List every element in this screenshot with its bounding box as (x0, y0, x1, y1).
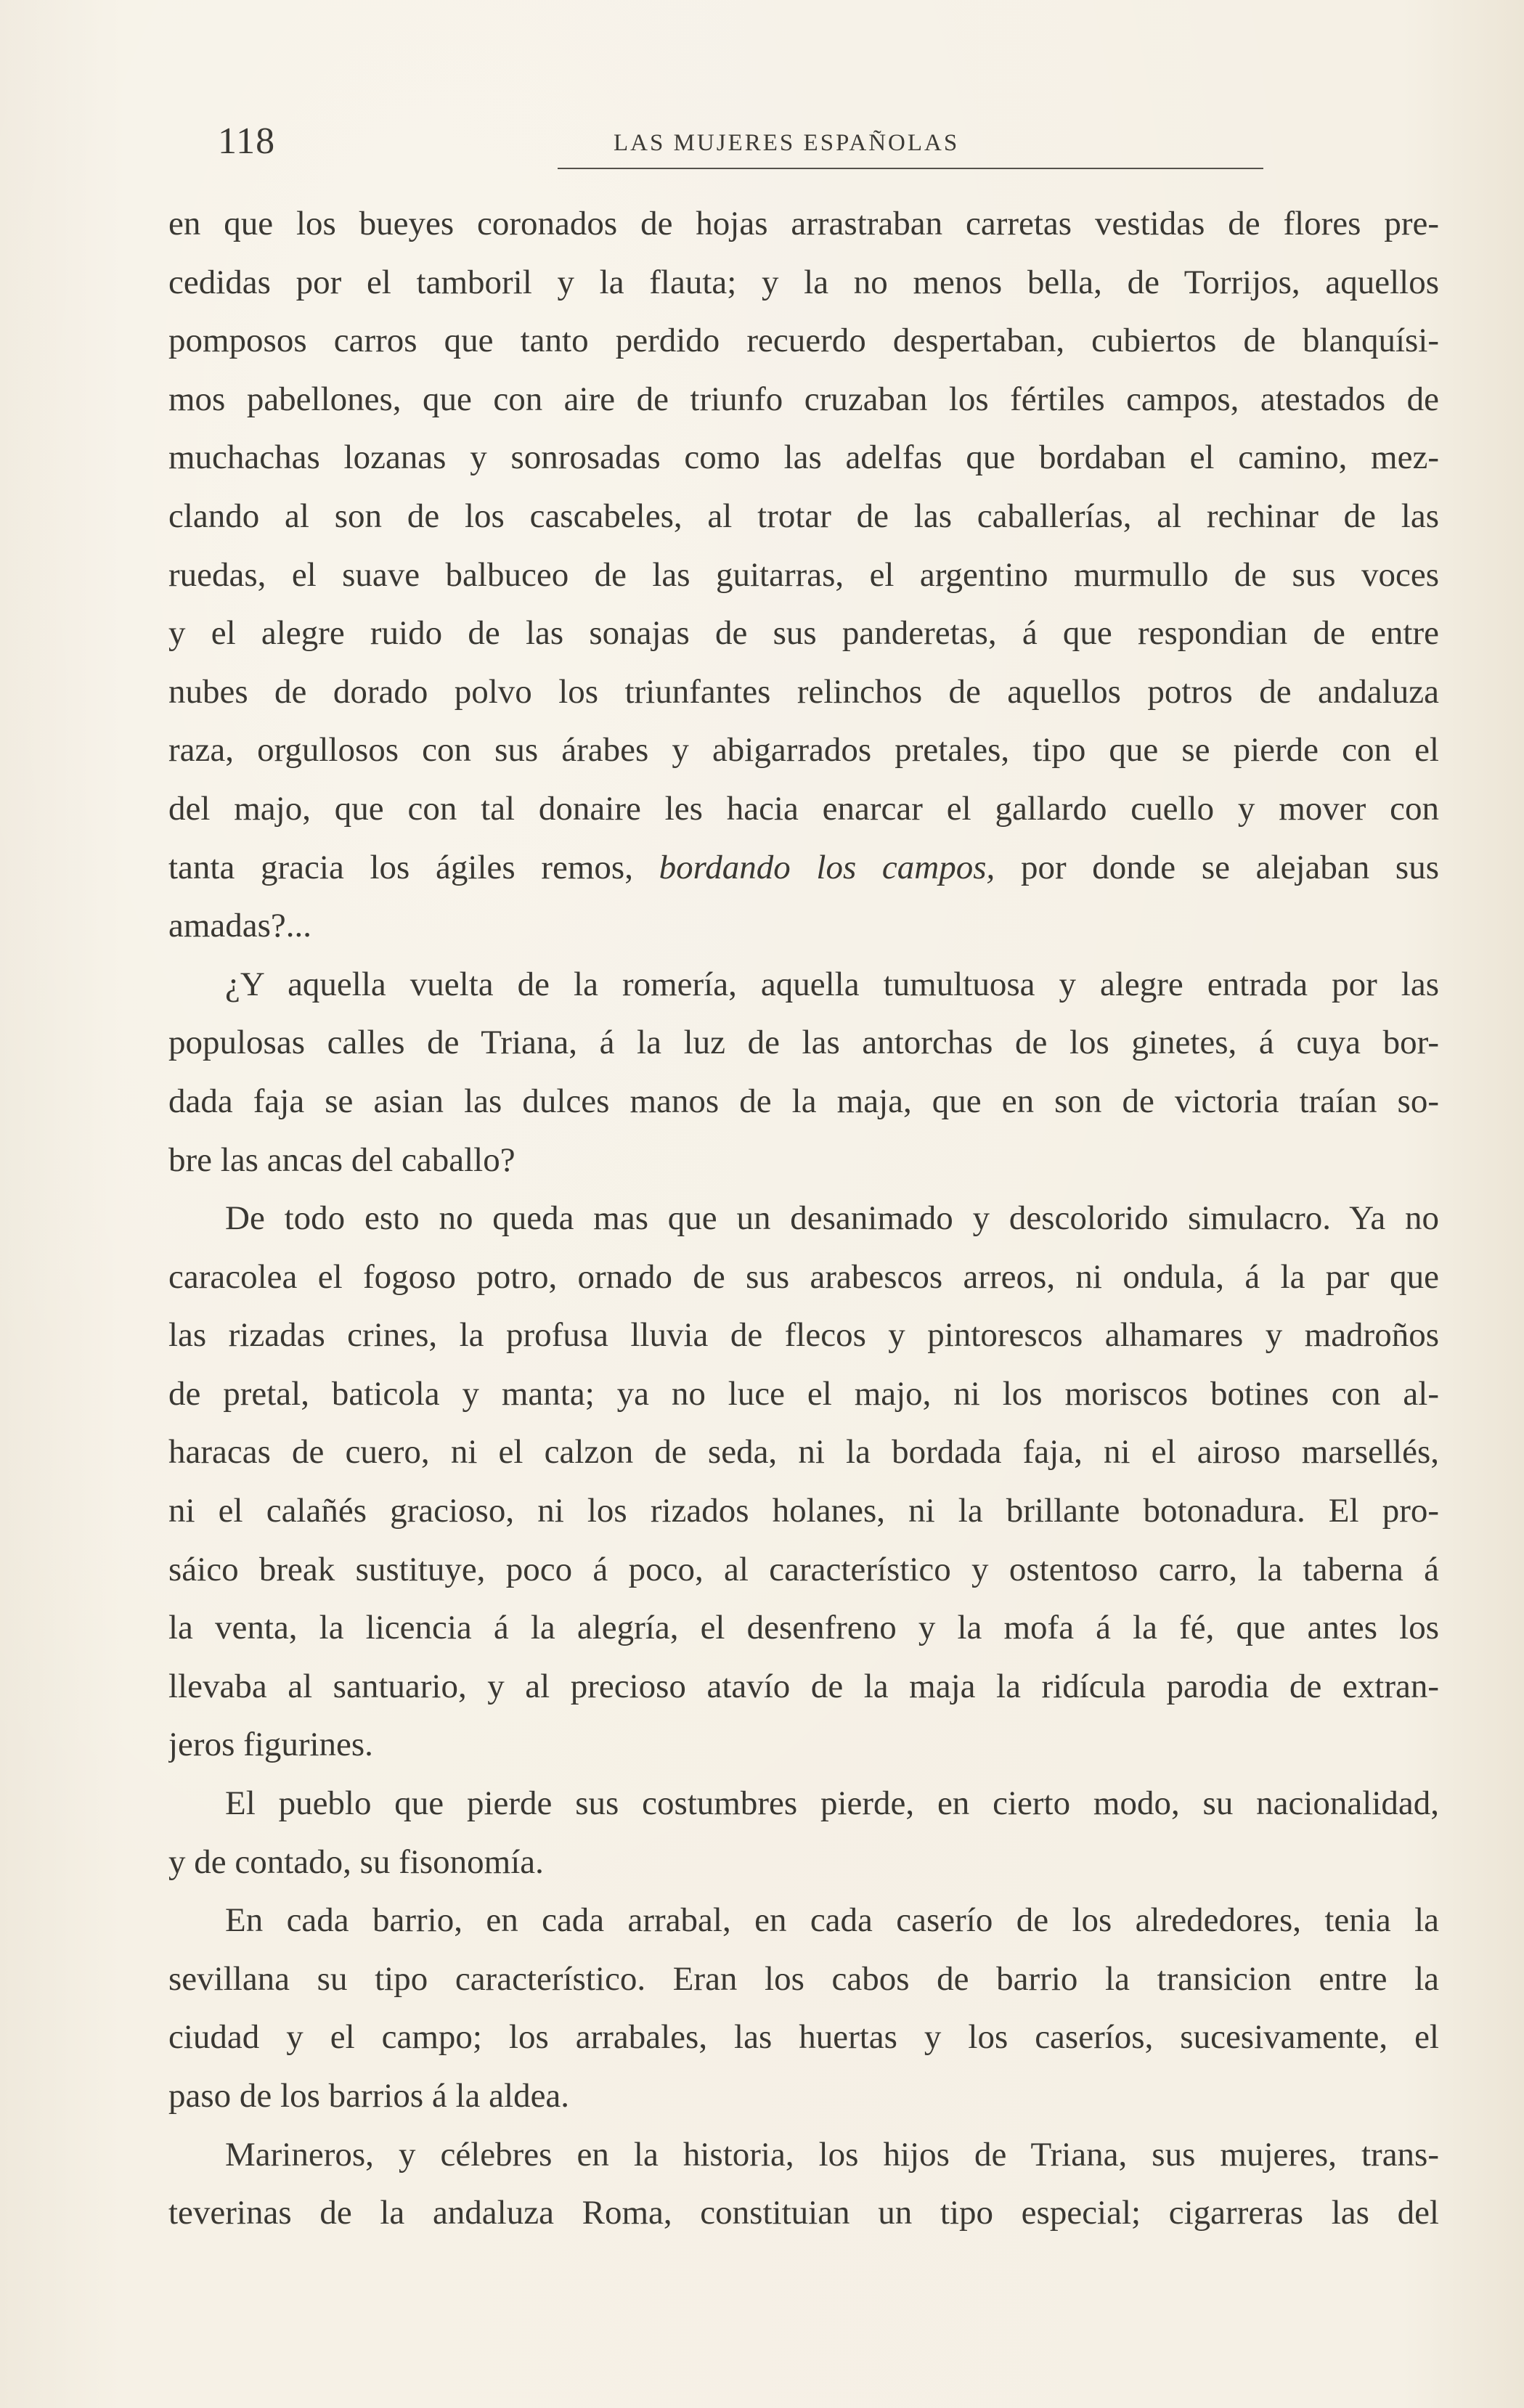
text-line: bre las ancas del caballo? (168, 1140, 516, 1179)
text-line: paso de los barrios á la aldea. (168, 2077, 570, 2115)
italic-phrase: bordando los campos, (659, 848, 995, 886)
text-line: sevillana su tipo característico. Eran los cabos de barrio la transicion entre la (168, 1959, 1439, 1998)
page-number: 118 (218, 121, 276, 162)
paragraph-start: Marineros, y célebres en la historia, los hijos de Triana, sus mujeres, trans- (225, 2135, 1439, 2174)
text-line: en que los bueyes coronados de hojas arrastraban carretas vestidas de flores pre- (168, 205, 1439, 242)
text-line: y de contado, su fisonomía. (168, 1842, 544, 1881)
text-line: mos pabellones, que con aire de triunfo cruzaban los fértiles campos, atestados de (168, 380, 1439, 418)
page-header (218, 120, 1053, 171)
text-line: ni el calañés gracioso, ni los rizados holanes, ni la brillante botonadura. El pro- (168, 1492, 1439, 1530)
text-line: muchachas lozanas y sonrosadas como las adelfas que bordaban el camino, mez- (168, 438, 1439, 477)
text-line: del majo, que con tal donaire les hacia enarcar el gallardo cuello y mover con (168, 789, 1439, 828)
text-segment: por donde se alejaban sus (1020, 848, 1439, 886)
paragraph-start: De todo esto no queda mas que un desanimado y descolorido simulacro. Ya no (225, 1199, 1439, 1238)
text-line: caracolea el fogoso potro, ornado de sus arabescos arreos, ni ondula, á la par que (168, 1257, 1439, 1296)
text-line: amadas?... (168, 907, 312, 945)
paragraph-start: ¿Y aquella vuelta de la romería, aquella tumultuosa y alegre entrada por las (225, 965, 1439, 1003)
text-line: llevaba al santuario, y al precioso atavío de la maja la ridícula parodia de extran- (168, 1667, 1439, 1705)
text-line: dada faja se asian las dulces manos de la maja, que en son de victoria traían so- (168, 1082, 1439, 1120)
text-line: haracas de cuero, ni el calzon de seda, ni la bordada faja, ni el airoso marsellés, (168, 1433, 1439, 1472)
body-text (168, 195, 1439, 2242)
text-line: raza, orgullosos con sus árabes y abigarrados pretales, tipo que se pierde con el (168, 731, 1439, 770)
text-line: nubes de dorado polvo los triunfantes relinchos de aquellos potros de andaluza (168, 672, 1439, 711)
text-line: ciudad y el campo; los arrabales, las huertas y los caseríos, sucesivamente, el (168, 2018, 1439, 2057)
paragraph-start: En cada barrio, en cada arrabal, en cada caserío de los alrededores, tenia la (225, 1901, 1439, 1940)
text-segment: tanta gracia los ágiles remos, (168, 848, 633, 886)
text-line: clando al son de los cascabeles, al trotar de las caballerías, al rechinar de las (168, 497, 1439, 535)
paragraph-start: El pueblo que pierde sus costumbres pierde, en cierto modo, su nacionalidad, (225, 1784, 1439, 1823)
text-line: pomposos carros que tanto perdido recuerdo despertaban, cubiertos de blanquísi- (168, 322, 1439, 360)
text-line: la venta, la licencia á la alegría, el desenfreno y la mofa á la fé, que antes los (168, 1609, 1439, 1647)
header-rule (558, 168, 1263, 169)
text-line: ruedas, el suave balbuceo de las guitarras, el argentino murmullo de sus voces (168, 555, 1439, 594)
text-line: populosas calles de Triana, á la luz de las antorchas de los ginetes, á cuya bor- (168, 1024, 1439, 1062)
text-line: y el alegre ruido de las sonajas de sus panderetas, á que respondian de entre (168, 614, 1439, 653)
text-line: las rizadas crines, la profusa lluvia de flecos y pintorescos alhamares y madroños (168, 1316, 1439, 1355)
text-line: jeros figurines. (168, 1726, 373, 1764)
text-line: sáico break sustituye, poco á poco, al característico y ostentoso carro, la taberna á (168, 1550, 1439, 1588)
text-line: de pretal, baticola y manta; ya no luce el majo, ni los moriscos botines con al- (168, 1374, 1439, 1413)
running-head: LAS MUJERES ESPAÑOLAS (614, 130, 960, 156)
text-line-with-italic (168, 838, 1439, 897)
text-line: teverinas de la andaluza Roma, constituian un tipo especial; cigarreras las del (168, 2194, 1439, 2232)
text-line: cedidas por el tamboril y la flauta; y la no menos bella, de Torrijos, aquellos (168, 263, 1439, 301)
